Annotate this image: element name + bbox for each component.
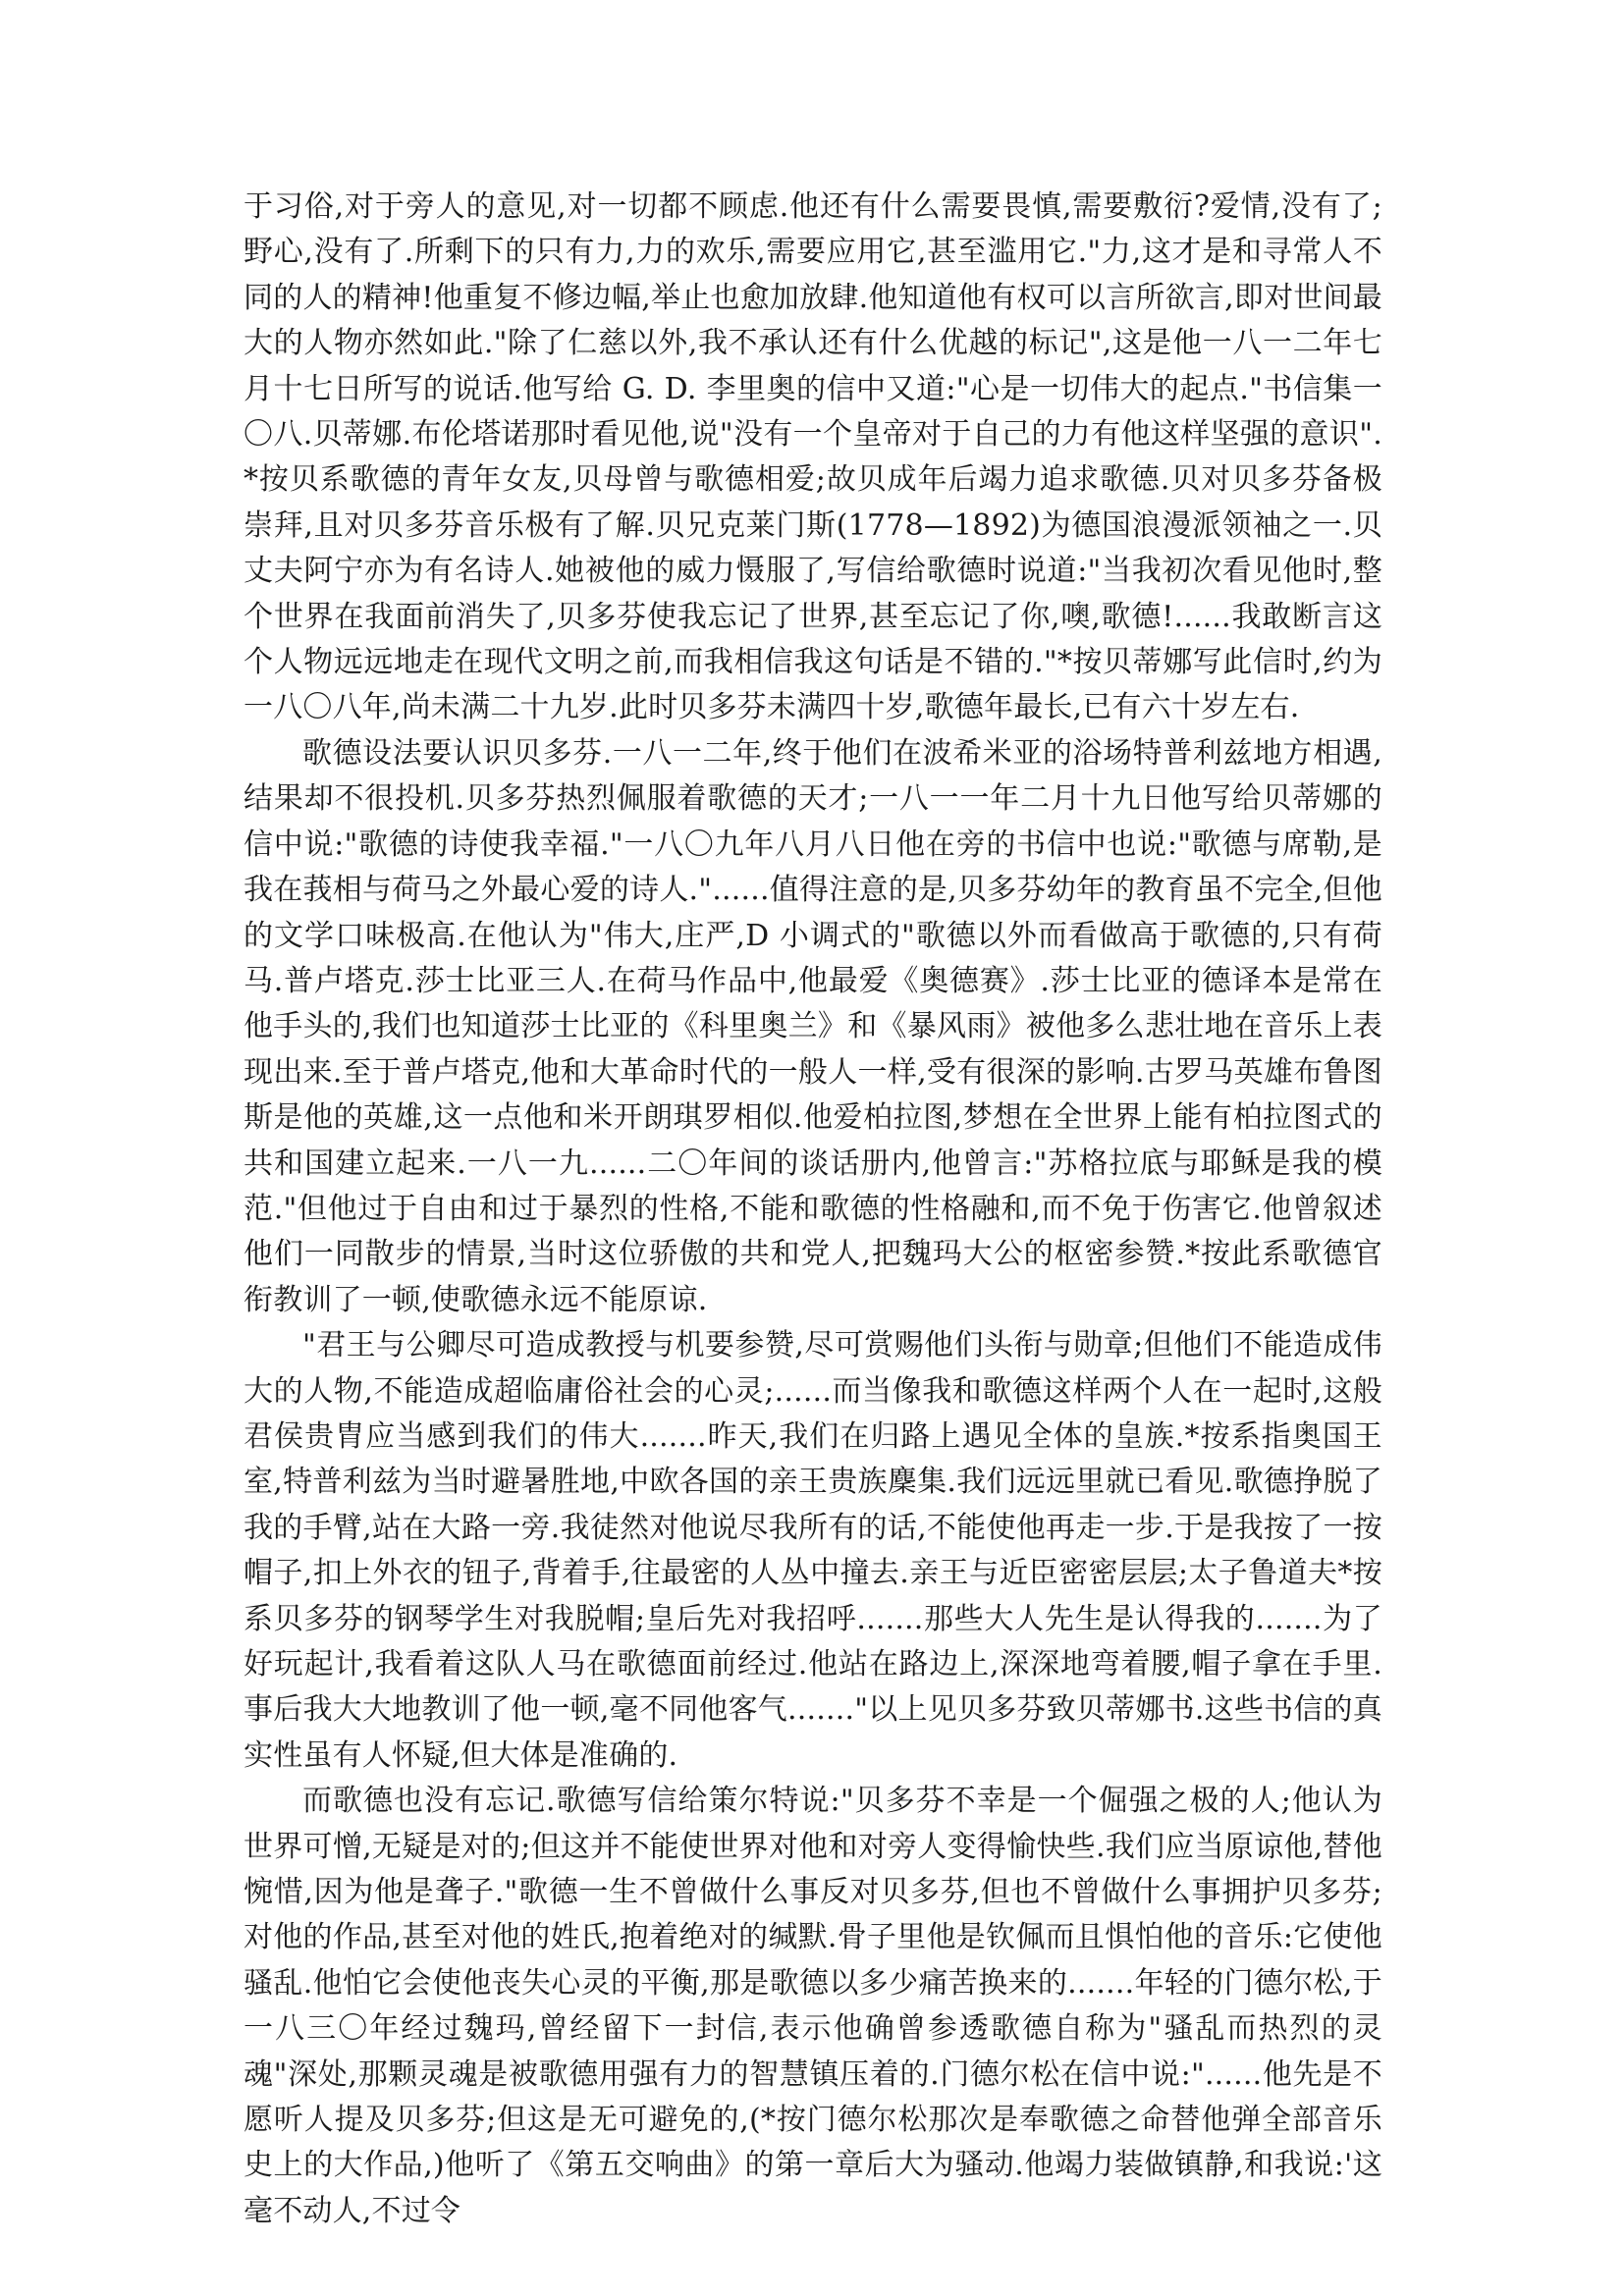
paragraph-3: "君王与公卿尽可造成教授与机要参赞,尽可赏赐他们头衔与勋章;但他们不能造成伟大的人物,不能造成超临庸俗社会的心灵;......而当像我和歌德这样两个人在一起时,这般君侯贵胄应当感到我们的伟大.......昨天,我们在归路上遇见全体的皇族.*按系指奥国王室,特普利兹为当时避暑胜地,中欧各国的亲王贵族麇集.我们远远里就已看见.歌德挣脱了我的手臂,站在大路一旁.我徒然对他说尽我所有的话,不能使他再走一步.于是我按了一按帽子,扣上外衣的钮子,背着手,往最密的人丛中撞去.亲王与近臣密密层层;太子鲁道夫*按系贝多芬的钢琴学生对我脱帽;皇后先对我招呼.......那些大人先生是认得我的.......为了好玩起计,我看着这队人马在歌德面前经过.他站在路边上,深深地弯着腰,帽子拿在手里.事后我大大地教训了他一顿,毫不同他客气......."以上见贝多芬致贝蒂娜书.这些书信的真实性虽有人怀疑,但大体是准确的. — [244, 1328, 1382, 1773]
paragraph-1: 于习俗,对于旁人的意见,对一切都不顾虑.他还有什么需要畏慎,需要敷衍?爱情,没有了;野心,没有了.所剩下的只有力,力的欢乐,需要应用它,甚至滥用它."力,这才是和寻常人不同的人的精神!他重复不修边幅,举止也愈加放肆.他知道他有权可以言所欲言,即对世间最大的人物亦然如此."除了仁慈以外,我不承认还有什么优越的标记",这是他一八一二年七月十七日所写的说话.他写给 G. D. 李里奥的信中又道:"心是一切伟大的起点."书信集一〇八.贝蒂娜.布伦塔诺那时看见他,说"没有一个皇帝对于自己的力有他这样坚强的意识".*按贝系歌德的青年女友,贝母曾与歌德相爱;故贝成年后竭力追求歌德.贝对贝多芬备极崇拜,且对贝多芬音乐极有了解.贝兄克莱门斯(1778—1892)为德国浪漫派领袖之一.贝丈夫阿宁亦为有名诗人.她被他的威力慑服了,写信给歌德时说道:"当我初次看见他时,整个世界在我面前消失了,贝多芬使我忘记了世界,甚至忘记了你,噢,歌德!......我敢断言这个人物远远地走在现代文明之前,而我相信我这句话是不错的."*按贝蒂娜写此信时,约为一八〇八年,尚未满二十九岁.此时贝多芬未满四十岁,歌德年最长,已有六十岁左右. — [244, 189, 1382, 725]
paragraph-2: 歌德设法要认识贝多芬.一八一二年,终于他们在波希米亚的浴场特普利兹地方相遇,结果却不很投机.贝多芬热烈佩服着歌德的天才;一八一一年二月十九日他写给贝蒂娜的信中说:"歌德的诗使我幸福."一八〇九年八月八日他在旁的书信中也说:"歌德与席勒,是我在莪相与荷马之外最心爱的诗人."......值得注意的是,贝多芬幼年的教育虽不完全,但他的文学口味极高.在他认为"伟大,庄严,D 小调式的"歌德以外而看做高于歌德的,只有荷马.普卢塔克.莎士比亚三人.在荷马作品中,他最爱《奥德赛》.莎士比亚的德译本是常在他手头的,我们也知道莎士比亚的《科里奥兰》和《暴风雨》被他多么悲壮地在音乐上表现出来.至于普卢塔克,他和大革命时代的一般人一样,受有很深的影响.古罗马英雄布鲁图斯是他的英雄,这一点他和米开朗琪罗相似.他爱柏拉图,梦想在全世界上能有柏拉图式的共和国建立起来.一八一九......二〇年间的谈话册内,他曾言:"苏格拉底与耶稣是我的模范."但他过于自由和过于暴烈的性格,不能和歌德的性格融和,而不免于伤害它.他曾叙述他们一同散步的情景,当时这位骄傲的共和党人,把魏玛大公的枢密参赞.*按此系歌德官衔教训了一顿,使歌德永远不能原谅. — [244, 735, 1382, 1317]
paragraph-4: 而歌德也没有忘记.歌德写信给策尔特说:"贝多芬不幸是一个倔强之极的人;他认为世界可憎,无疑是对的;但这并不能使世界对他和对旁人变得愉快些.我们应当原谅他,替他惋惜,因为他是聋子."歌德一生不曾做什么事反对贝多芬,但也不曾做什么事拥护贝多芬;对他的作品,甚至对他的姓氏,抱着绝对的缄默.骨子里他是钦佩而且惧怕他的音乐:它使他骚乱.他怕它会使他丧失心灵的平衡,那是歌德以多少痛苦换来的.......年轻的门德尔松,于一八三〇年经过魏玛,曾经留下一封信,表示他确曾参透歌德自称为"骚乱而热烈的灵魂"深处,那颗灵魂是被歌德用强有力的智慧镇压着的.门德尔松在信中说:"......他先是不愿听人提及贝多芬;但这是无可避免的,(*按门德尔松那次是奉歌德之命替他弹全部音乐史上的大作品,)他听了《第五交响曲》的第一章后大为骚动.他竭力装做镇静,和我说:'这毫不动人,不过令 — [244, 1784, 1382, 2228]
body-text — [244, 185, 1382, 2234]
